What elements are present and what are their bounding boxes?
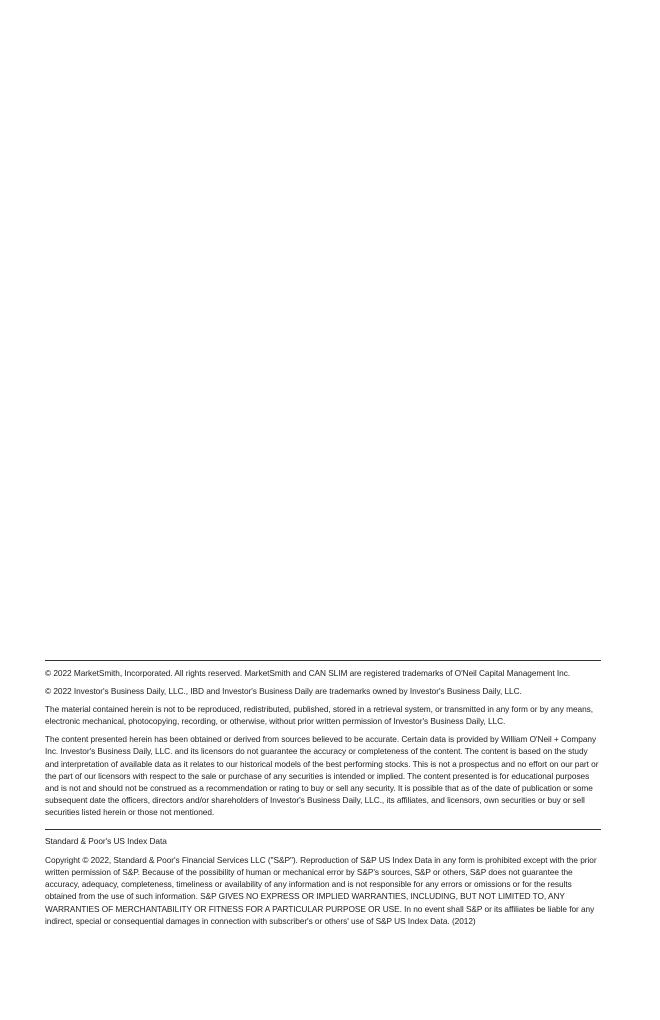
marketsmith-copyright: © 2022 MarketSmith, Incorporated. All rights reserved. MarketSmith and CAN SLIM are registered trademarks of O'Neil Capital Management Inc. [45, 668, 571, 678]
sp-copyright-notice: Copyright © 2022, Standard & Poor's Financial Services LLC ("S&P"). Reproduction of S&P US Index Data in any form is prohibited except with the prior written permission of S&P. Because of the possibility of human or mechanical error by S&P's sources, S&P or others, S&P does not guarantee the accuracy, adequacy, completeness, timeliness or availability of any information and is not responsible for any errors or omissions or for the results obtained from the use of such information. S&P GIVES NO EXPRESS OR IMPLIED WARRANTIES, INCLUDING, BUT NOT LIMITED TO, ANY WARRANTIES OF MERCHANTABILITY OR FITNESS FOR A PARTICULAR PURPOSE OR USE. In no event shall S&P or its affiliates be liable for any indirect, special or consequential damages in connection with subscriber's or others' use of S&P US Index Data. (2012) [45, 855, 597, 926]
content-disclaimer: The content presented herein has been obtained or derived from sources believed to be accurate. Certain data is provided by William O'Neil + Company Inc. Investor's Business Daily, LLC. and its licensors do not guarantee the accuracy or completeness of the content. The content is based on the study and interpretation of available data as it relates to our historical models of the best performing stocks. This is not a prospectus and no effort on our part or the part of our licensors with respect to the sale or purchase of any securities is intended or implied. The content presented is for educational purposes and is not and should not be construed as a recommendation or rating to buy or sell any security. It is possible that as of the date of publication or some subsequent date the officers, directors and/or shareholders of Investor's Business Daily, LLC., its affiliates, and licensors, own securities or buy or sell securities listed herein or those not mentioned. [45, 734, 599, 817]
ibd-copyright: © 2022 Investor's Business Daily, LLC., IBD and Investor's Business Daily are trademarks owned by Investor's Business Daily, LLC. [45, 686, 522, 697]
section-divider [45, 829, 601, 830]
sp-section-title: Standard & Poor's US Index Data [45, 836, 167, 847]
top-divider [45, 660, 601, 661]
legal-footer [45, 660, 601, 927]
reproduction-notice: The material contained herein is not to be reproduced, redistributed, published, stored in a retrieval system, or transmitted in any form or by any means, electronic mechanical, photocopying, recording, or otherwise, without prior written permission of Investor's Business Daily, LLC. [45, 704, 594, 727]
